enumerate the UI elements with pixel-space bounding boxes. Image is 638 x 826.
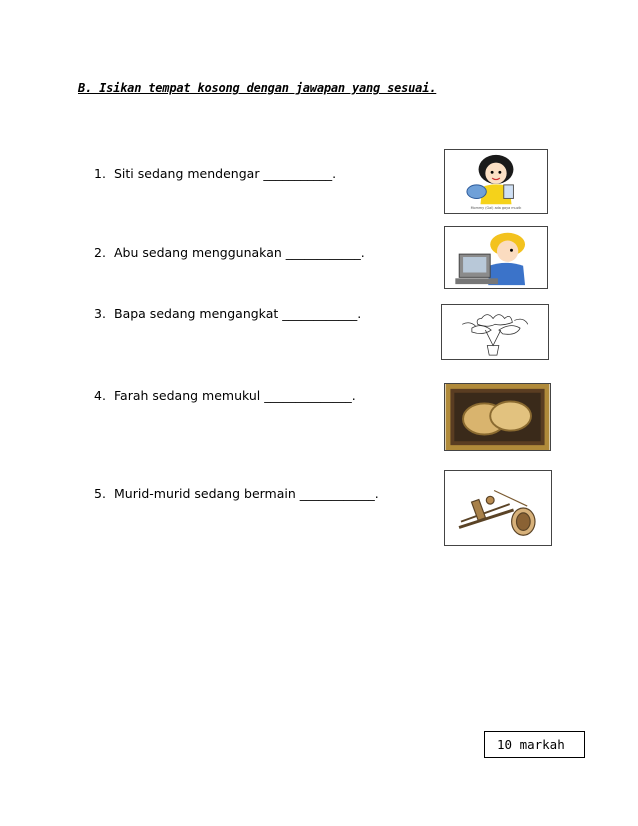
rebab-instrument-image [444,470,552,546]
question-text: Abu sedang menggunakan ____________. [114,245,365,260]
section-heading: B. Isikan tempat kosong dengan jawapan yang sesuai. [78,81,437,95]
question-2 [94,245,365,260]
image-caption: Mommy (Gal) ada gaya muzik [470,206,522,211]
question-5 [94,486,379,501]
question-number: 2. [94,245,106,260]
question-1 [94,166,336,181]
boy-using-computer-image [444,226,548,289]
question-number: 3. [94,306,106,321]
question-3 [94,306,361,321]
question-text: Farah sedang memukul ______________. [114,388,356,403]
flower-pot-sketch-image [441,304,549,360]
question-number: 5. [94,486,106,501]
girl-listening-radio-image [444,149,548,214]
question-number: 1. [94,166,106,181]
question-text: Murid-murid sedang bermain ____________. [114,486,379,501]
question-text: Bapa sedang mengangkat ____________. [114,306,362,321]
question-number: 4. [94,388,106,403]
question-text: Siti sedang mendengar ___________. [114,166,337,181]
marks-box: 10 markah [484,731,585,758]
kompang-drums-image [444,383,551,451]
question-4 [94,388,356,403]
